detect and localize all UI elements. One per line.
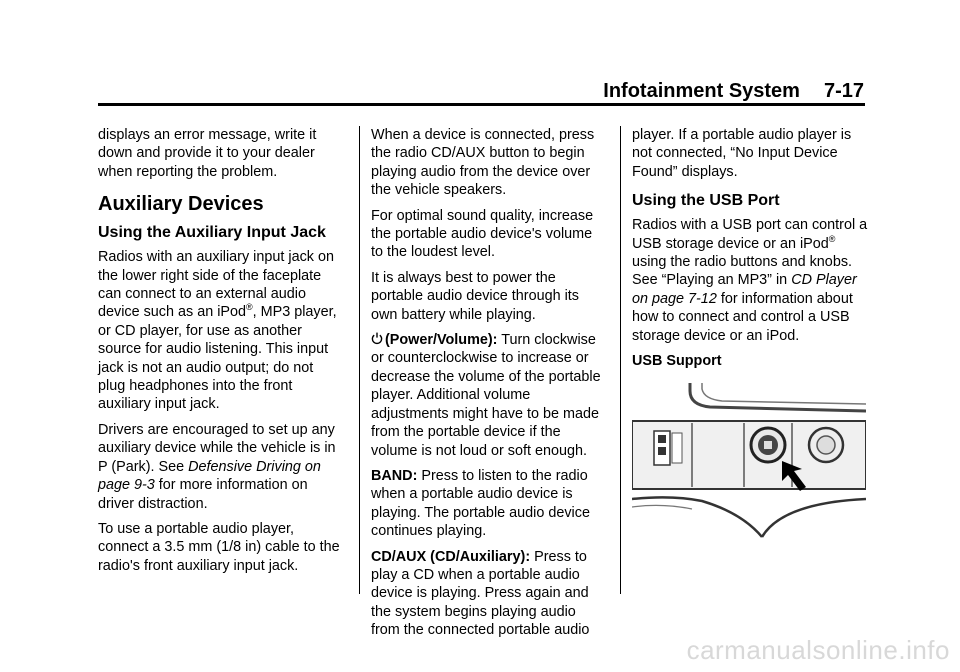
text: , MP3 player, or CD player, for use as another source for audio listening. This input jack is not an audio output; do not plug headphones into the front auxiliary input jack.: [98, 304, 337, 413]
registered-mark: ®: [246, 302, 253, 313]
power-icon: [371, 332, 383, 345]
column-divider: [359, 126, 360, 594]
control-label: CD/AUX (CD/Auxiliary):: [371, 548, 531, 565]
watermark: carmanualsonline.info: [686, 635, 950, 665]
header-rule: [98, 103, 865, 106]
paragraph: [371, 331, 607, 460]
control-label: BAND:: [371, 467, 418, 484]
paragraph: [632, 216, 868, 345]
control-label: (Power/Volume):: [385, 332, 498, 349]
paragraph: displays an error message, write it down and provide it to your dealer when reporting the problem.: [98, 127, 317, 180]
usb-port-illustration: [632, 383, 866, 539]
paragraph: [371, 467, 607, 541]
text: Press to listen to the radio when a portable audio device is playing. The portable audio device continues playing.: [371, 467, 590, 540]
section-title: Infotainment System: [603, 80, 800, 102]
page-number: 7-17: [823, 80, 864, 102]
cross-reference[interactable]: Defensive Driving on page 9-3: [98, 458, 321, 494]
paragraph: player. If a portable audio player is not connected, “No Input Device Found” displays.: [632, 127, 852, 180]
text: Press to play a CD when a portable audio device is playing. Press again and the system begins playing audio from the connected portable audio: [371, 548, 590, 639]
paragraph-heading: USB Support: [632, 353, 722, 370]
paragraph: [98, 421, 342, 513]
text: for information about how to connect and control a USB storage device or an iPod.: [632, 290, 853, 344]
column-divider: [620, 126, 621, 594]
text: Turn clockwise or counterclockwise to increase or decrease the volume of the portable player. Additional volume adjustments might have to be made from the portable device if the volume is not loud or soft enough.: [371, 332, 601, 459]
text: using the radio buttons and knobs. See “Playing an MP3” in: [632, 254, 853, 289]
subsection-heading: Using the Auxiliary Input Jack: [98, 224, 326, 242]
column-2: [371, 126, 607, 647]
paragraph: [371, 548, 607, 640]
text: Drivers are encouraged to set up any auxiliary device while the vehicle is in P (Park). See: [98, 421, 336, 475]
section-heading: Auxiliary Devices: [98, 193, 264, 216]
paragraph: When a device is connected, press the radio CD/AUX button to begin playing audio from the device over the vehicle speakers.: [371, 127, 595, 199]
column-3: [632, 126, 868, 377]
text: Radios with a USB port can control a USB storage device or an iPod: [632, 217, 868, 252]
paragraph: For optimal sound quality, increase the portable audio device's volume to the loudest level.: [371, 207, 594, 261]
subsection-heading: Using the USB Port: [632, 192, 780, 210]
paragraph: To use a portable audio player, connect a 3.5 mm (1/8 in) cable to the radio's front auxiliary input jack.: [98, 520, 340, 574]
cross-reference[interactable]: CD Player on page 7-12: [632, 272, 857, 307]
paragraph: [98, 248, 342, 414]
column-1: [98, 126, 342, 582]
text: Radios with an auxiliary input jack on the lower right side of the faceplate can connect to an external audio device such as an iPod: [98, 249, 334, 321]
registered-mark: ®: [828, 233, 836, 244]
paragraph: It is always best to power the portable audio device through its own battery while playing.: [371, 269, 580, 323]
page-header: [596, 80, 864, 102]
text: for more information on driver distraction.: [98, 477, 308, 512]
